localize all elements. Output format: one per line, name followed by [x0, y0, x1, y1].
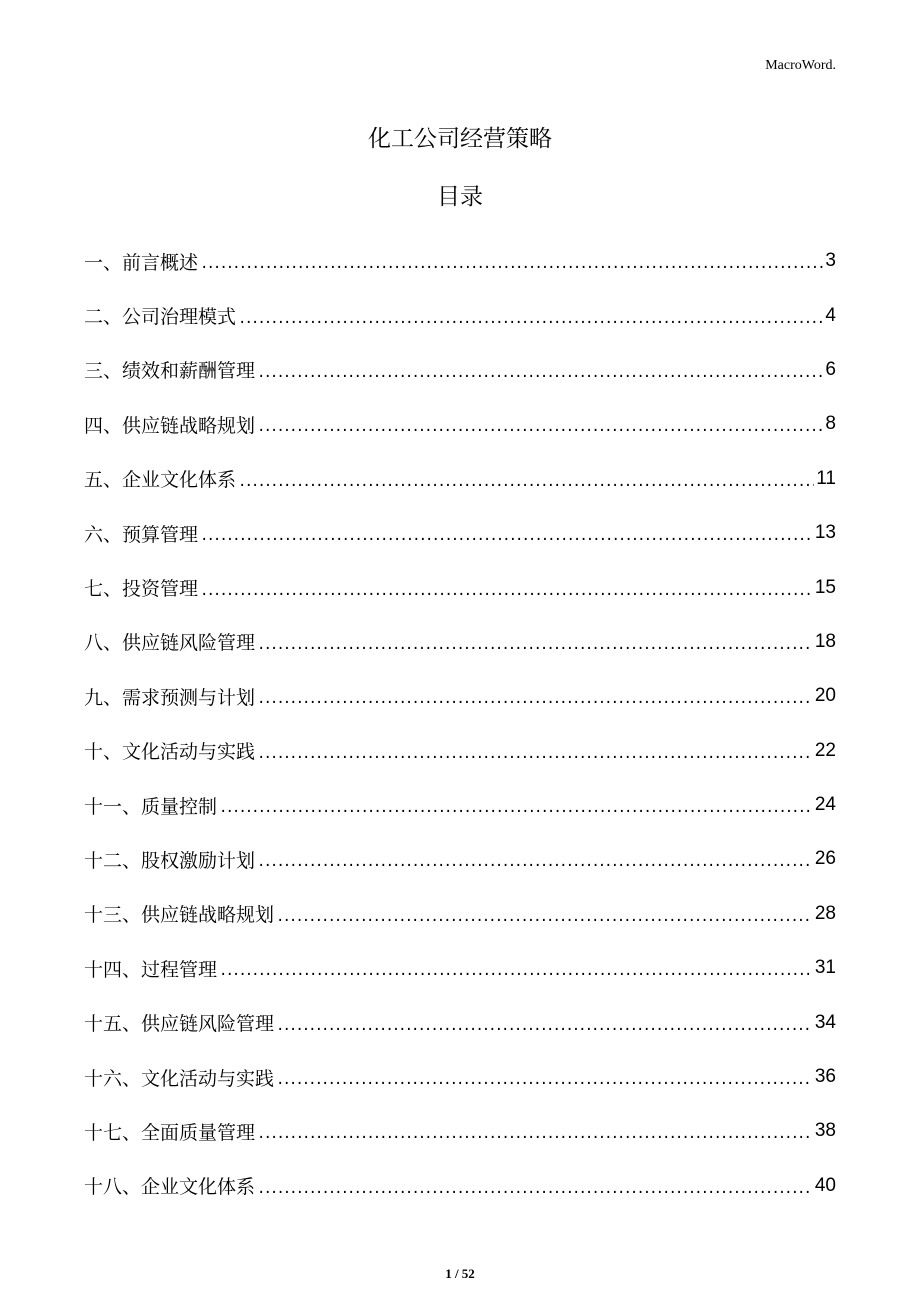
toc-entry-number: 十八、: [84, 1176, 142, 1199]
toc-entry-label: 企业文化体系: [122, 469, 237, 492]
toc-entry-label: 供应链风险管理: [141, 1013, 275, 1036]
toc-leader-dots: [257, 637, 813, 653]
toc-entry-label: 预算管理: [122, 523, 199, 546]
toc-leader-dots: [257, 365, 823, 381]
toc-entry-page: 20: [814, 685, 836, 707]
toc-entry-number: 十一、: [84, 795, 142, 818]
toc-entry-page: 28: [814, 902, 836, 924]
toc-heading: 目录: [437, 184, 483, 210]
toc-entry[interactable]: [84, 452, 836, 506]
toc-entry-label: 供应链战略规划: [122, 414, 256, 437]
toc-entry-label: 全面质量管理: [141, 1121, 256, 1144]
toc-entry-number: 十、: [84, 741, 123, 764]
toc-entry-label: 公司治理模式: [122, 306, 237, 329]
toc-entry-label: 绩效和薪酬管理: [122, 360, 256, 383]
toc-entry-number: 十三、: [84, 904, 142, 927]
toc-entry-label: 投资管理: [122, 578, 199, 601]
toc-entry-page: 13: [814, 522, 836, 544]
toc-entry-page: 15: [814, 576, 836, 598]
toc-entry-page: 40: [814, 1174, 836, 1196]
toc-entry[interactable]: [84, 1050, 836, 1104]
toc-entry-page: 34: [814, 1011, 836, 1033]
toc-entry-page: 3: [825, 250, 836, 272]
toc-leader-dots: [200, 583, 813, 599]
toc-entry-label: 供应链风险管理: [122, 632, 256, 655]
toc-entry-label: 股权激励计划: [141, 849, 256, 872]
toc-entry-number: 十四、: [84, 958, 142, 981]
toc-entry-label: 质量控制: [141, 795, 218, 818]
page-number: 1 / 52: [445, 1266, 475, 1281]
toc-entry[interactable]: [84, 669, 836, 723]
toc-entry-page: 6: [825, 358, 836, 380]
toc-entry-number: 十二、: [84, 849, 142, 872]
toc-entry-label: 文化活动与实践: [141, 1067, 275, 1090]
toc-entry-label: 需求预测与计划: [122, 686, 256, 709]
toc-entry-page: 22: [814, 739, 836, 761]
toc-entry-number: 十五、: [84, 1013, 142, 1036]
toc-entry-label: 前言概述: [122, 251, 199, 274]
toc-entry-page: 4: [825, 304, 836, 326]
toc-entry-label: 过程管理: [141, 958, 218, 981]
toc-leader-dots: [200, 528, 813, 544]
toc-leader-dots: [276, 909, 813, 925]
toc-entry-number: 五、: [84, 469, 123, 492]
toc-leader-dots: [257, 1126, 813, 1142]
toc-entry[interactable]: [84, 778, 836, 832]
toc-leader-dots: [257, 746, 813, 762]
toc-entry[interactable]: [84, 397, 836, 451]
page-header: MacroWord.: [765, 58, 836, 73]
toc-entry-number: 二、: [84, 306, 123, 329]
toc-entry-number: 三、: [84, 360, 123, 383]
toc-entry-label: 供应链战略规划: [141, 904, 275, 927]
toc-leader-dots: [219, 963, 813, 979]
toc-leader-dots: [257, 854, 813, 870]
toc-entry[interactable]: [84, 832, 836, 886]
toc-entry-page: 11: [816, 467, 836, 489]
toc-entry[interactable]: [84, 887, 836, 941]
toc-leader-dots: [257, 1181, 813, 1197]
toc-leader-dots: [238, 311, 823, 327]
toc-entry[interactable]: [84, 560, 836, 614]
toc-entry[interactable]: [84, 995, 836, 1049]
toc-entry-page: 24: [814, 794, 836, 816]
toc-entry-number: 六、: [84, 523, 123, 546]
toc-entry[interactable]: [84, 506, 836, 560]
toc-entry[interactable]: [84, 615, 836, 669]
document-title: 化工公司经营策略: [368, 126, 552, 152]
toc-entry-page: 31: [814, 957, 836, 979]
toc-entry-number: 十七、: [84, 1121, 142, 1144]
toc-entry-page: 8: [825, 413, 836, 435]
toc-entry[interactable]: [84, 234, 836, 288]
toc-leader-dots: [238, 474, 814, 490]
toc-leader-dots: [276, 1072, 813, 1088]
toc-entry-label: 企业文化体系: [141, 1176, 256, 1199]
toc-entry-page: 18: [814, 630, 836, 652]
table-of-contents: [84, 234, 836, 1213]
toc-leader-dots: [200, 256, 823, 272]
toc-entry-number: 一、: [84, 251, 123, 274]
toc-leader-dots: [257, 419, 823, 435]
toc-entry-number: 四、: [84, 414, 123, 437]
toc-leader-dots: [219, 800, 813, 816]
toc-entry-page: 26: [814, 848, 836, 870]
toc-entry[interactable]: [84, 288, 836, 342]
toc-entry-number: 九、: [84, 686, 123, 709]
toc-leader-dots: [257, 691, 813, 707]
toc-leader-dots: [276, 1018, 813, 1034]
toc-entry[interactable]: [84, 1104, 836, 1158]
toc-entry-number: 七、: [84, 578, 123, 601]
toc-entry-page: 38: [814, 1120, 836, 1142]
toc-entry[interactable]: [84, 941, 836, 995]
toc-entry[interactable]: [84, 343, 836, 397]
toc-entry-number: 十六、: [84, 1067, 142, 1090]
toc-entry[interactable]: [84, 724, 836, 778]
toc-entry-page: 36: [814, 1066, 836, 1088]
toc-entry[interactable]: [84, 1159, 836, 1213]
toc-entry-number: 八、: [84, 632, 123, 655]
toc-entry-label: 文化活动与实践: [122, 741, 256, 764]
